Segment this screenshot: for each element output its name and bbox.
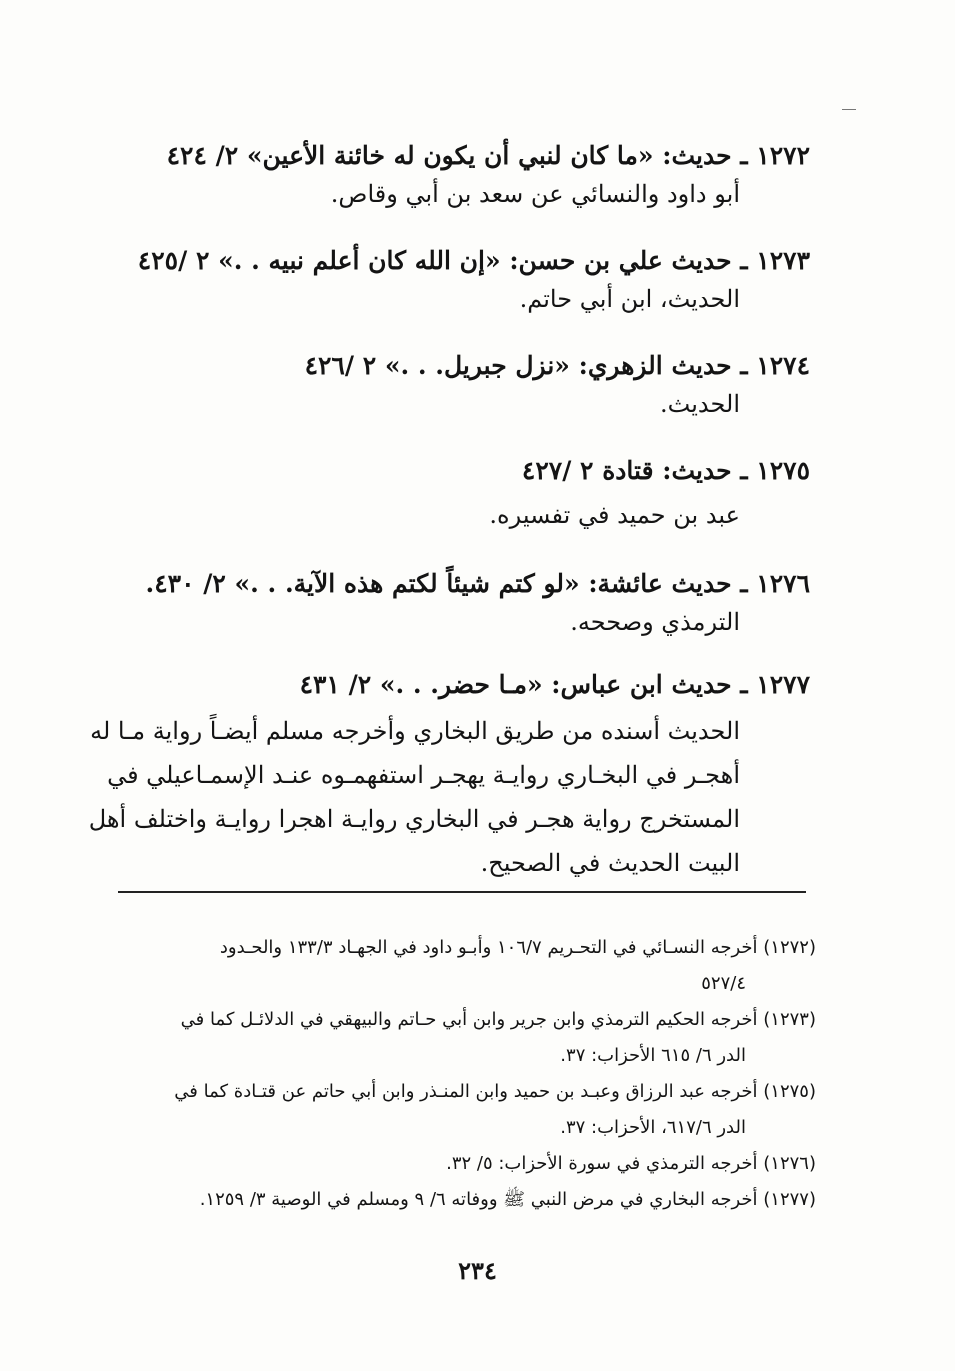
page-number: ٢٣٤ [458,1256,497,1285]
entry-1272 [166,138,810,214]
entry-text [170,602,740,642]
footnote-line: (١٢٧٢) أخرجه النسـائي في التحـريم ١٠٦/٧ وأبـو داود في الجهـاد ١٣٣/٣ والحـدود [219,937,816,958]
entry-heading: ١٢٧٥ ـ حديث: قتادة ٢ /٤٢٧ [521,456,810,485]
footnotes [110,930,816,1218]
entry-text [190,279,740,319]
entry-1274 [190,348,810,424]
entry-text [190,384,740,424]
entry-heading: ١٢٧٧ ـ حديث ابن عباس: «مـا حضر. . .» ٢/ ٤٣١ [299,670,810,699]
footnote-1273 [110,1002,816,1074]
entry-text-line: أهجـر في البخـاري روايـة يهجـر استفهمـوه عنـد الإسمـاعيلي في [107,761,740,789]
entry-1275 [190,453,810,537]
footnote-line: (١٢٧٥) أخرجه عبد الرزاق وعبـد بن حميد وابن المنـذر وابن أبي حاتم عن قتـادة كما في [174,1081,816,1102]
entry-text-line: أبو داود والنسائي عن سعد بن أبي وقاص. [330,180,740,208]
footnote-1277 [110,1182,816,1218]
footnote-divider [118,891,806,893]
entry-1273 [137,243,810,319]
margin-mark [842,109,856,110]
entry-text [190,174,740,214]
footnote-line: (١٢٧٧) أخرجه البخاري في مرض النبي ﷺ ووفاته ٦/ ٩ ومسلم في الوصية ٣/ ١٢٥٩. [199,1189,816,1210]
footnote-1276 [110,1146,816,1182]
entry-heading: ١٢٧٣ ـ حديث علي بن حسن: «إن الله كان أعلم نبيه . .» ٢ /٤٢٥ [137,246,810,275]
entry-text-line: عبد بن حميد في تفسيره. [489,501,740,529]
entry-text [190,493,740,537]
entry-text-line: الترمذي وصححه. [570,608,740,636]
footnote-1275 [110,1074,816,1146]
footnote-line: الدر ٦١٧/٦، الأحزاب: ٣٧. [560,1117,746,1138]
footnote-line: (١٢٧٣) أخرجه الحكيم الترمذي وابن جرير وابن أبي حـاتم والبيهقي في الدلائـل كما في [180,1009,816,1030]
entry-text-line: البيت الحديث في الصحيح. [480,849,740,877]
footnote-line: الدر ٦/ ٦١٥ الأحزاب: ٣٧. [560,1045,746,1066]
entry-heading: ١٢٧٦ ـ حديث عائشة: «لو كتم شيئاً لكتم هذه الآية. . .» ٢/ ٤٣٠. [145,569,810,598]
entry-heading: ١٢٧٢ ـ حديث: «ما كان لنبي أن يكون له خائنة الأعين» ٢/ ٤٢٤ [166,141,810,170]
entry-text [88,709,740,885]
footnote-1272 [110,930,816,1002]
footnote-line: (١٢٧٦) أخرجه الترمذي في سورة الأحزاب: ٥/ ٣٢. [446,1153,816,1174]
entry-text-line: المستخرج رواية هجـر في البخاري روايـة اهجرا روايـة واختلف أهل [88,805,740,833]
entry-1276 [145,566,810,642]
footnote-line: ٥٢٧/٤ [701,973,746,994]
entry-text-line: الحديث، ابن أبي حاتم. [519,285,740,313]
entry-1277 [88,667,810,885]
entry-text-line: الحديث أسنده من طريق البخاري وأخرجه مسلم أيضـاً رواية مـا له [90,717,740,745]
entry-heading: ١٢٧٤ ـ حديث الزهري: «نزل جبريل. . .» ٢ /٤٢٦ [304,351,810,380]
entry-text-line: الحديث. [660,390,740,418]
